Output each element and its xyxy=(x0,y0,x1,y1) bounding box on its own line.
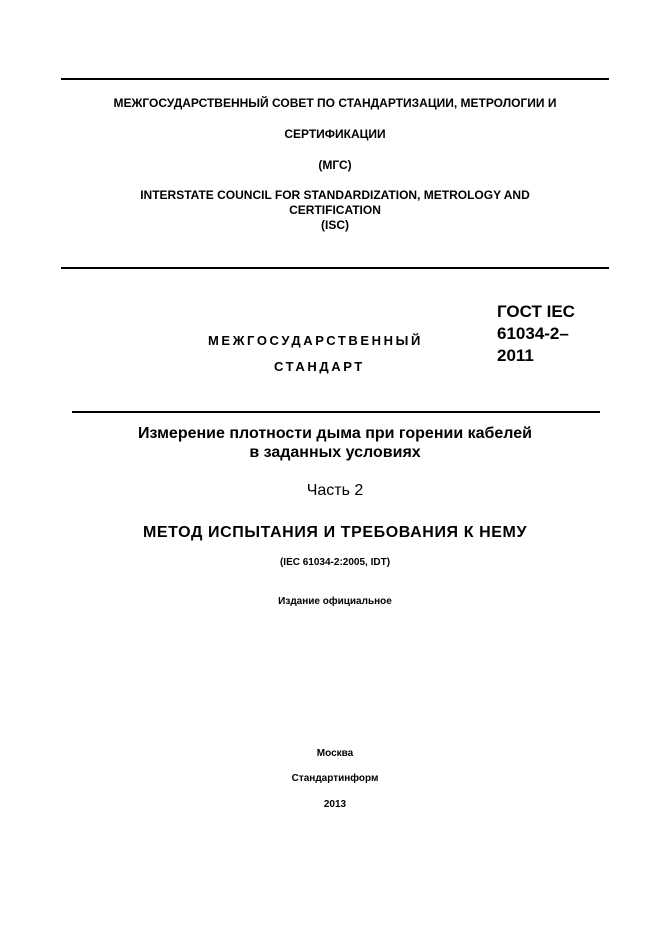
standard-number-line2: 61034-2– xyxy=(497,324,569,343)
method-title: МЕТОД ИСПЫТАНИЯ И ТРЕБОВАНИЯ К НЕМУ xyxy=(142,524,528,541)
council-en-abbr: (ISC) xyxy=(321,218,349,232)
header-rule xyxy=(61,267,609,269)
standard-number-line3: 2011 xyxy=(497,346,534,365)
document-title-line2: в заданных условиях xyxy=(249,444,421,461)
standard-type-line2: СТАНДАРТ xyxy=(274,359,365,374)
part-label: Часть 2 xyxy=(306,482,364,499)
council-ru-abbr: (МГС) xyxy=(318,158,352,172)
council-en-line1: INTERSTATE COUNCIL FOR STANDARDIZATION, METROLOGY AND xyxy=(140,188,530,202)
council-ru-line1: МЕЖГОСУДАРСТВЕННЫЙ СОВЕТ ПО СТАНДАРТИЗАЦИИ, МЕТРОЛОГИИ И xyxy=(113,96,557,110)
imprint-city: Москва xyxy=(316,748,354,759)
title-rule xyxy=(72,411,600,413)
edition-label: Издание официальное xyxy=(278,596,392,607)
council-en-line2: CERTIFICATION xyxy=(289,203,381,217)
standard-type-line1: МЕЖГОСУДАРСТВЕННЫЙ xyxy=(208,333,423,348)
document-title-line1: Измерение плотности дыма при горении кабелей xyxy=(138,425,532,442)
iec-reference: (IEC 61034-2:2005, IDT) xyxy=(279,557,391,568)
council-ru-line2: СЕРТИФИКАЦИИ xyxy=(284,127,386,141)
imprint-year: 2013 xyxy=(323,799,347,810)
standard-number-line1: ГОСТ IEC xyxy=(497,302,575,321)
imprint-publisher: Стандартинформ xyxy=(291,773,379,784)
top-rule xyxy=(61,78,609,80)
